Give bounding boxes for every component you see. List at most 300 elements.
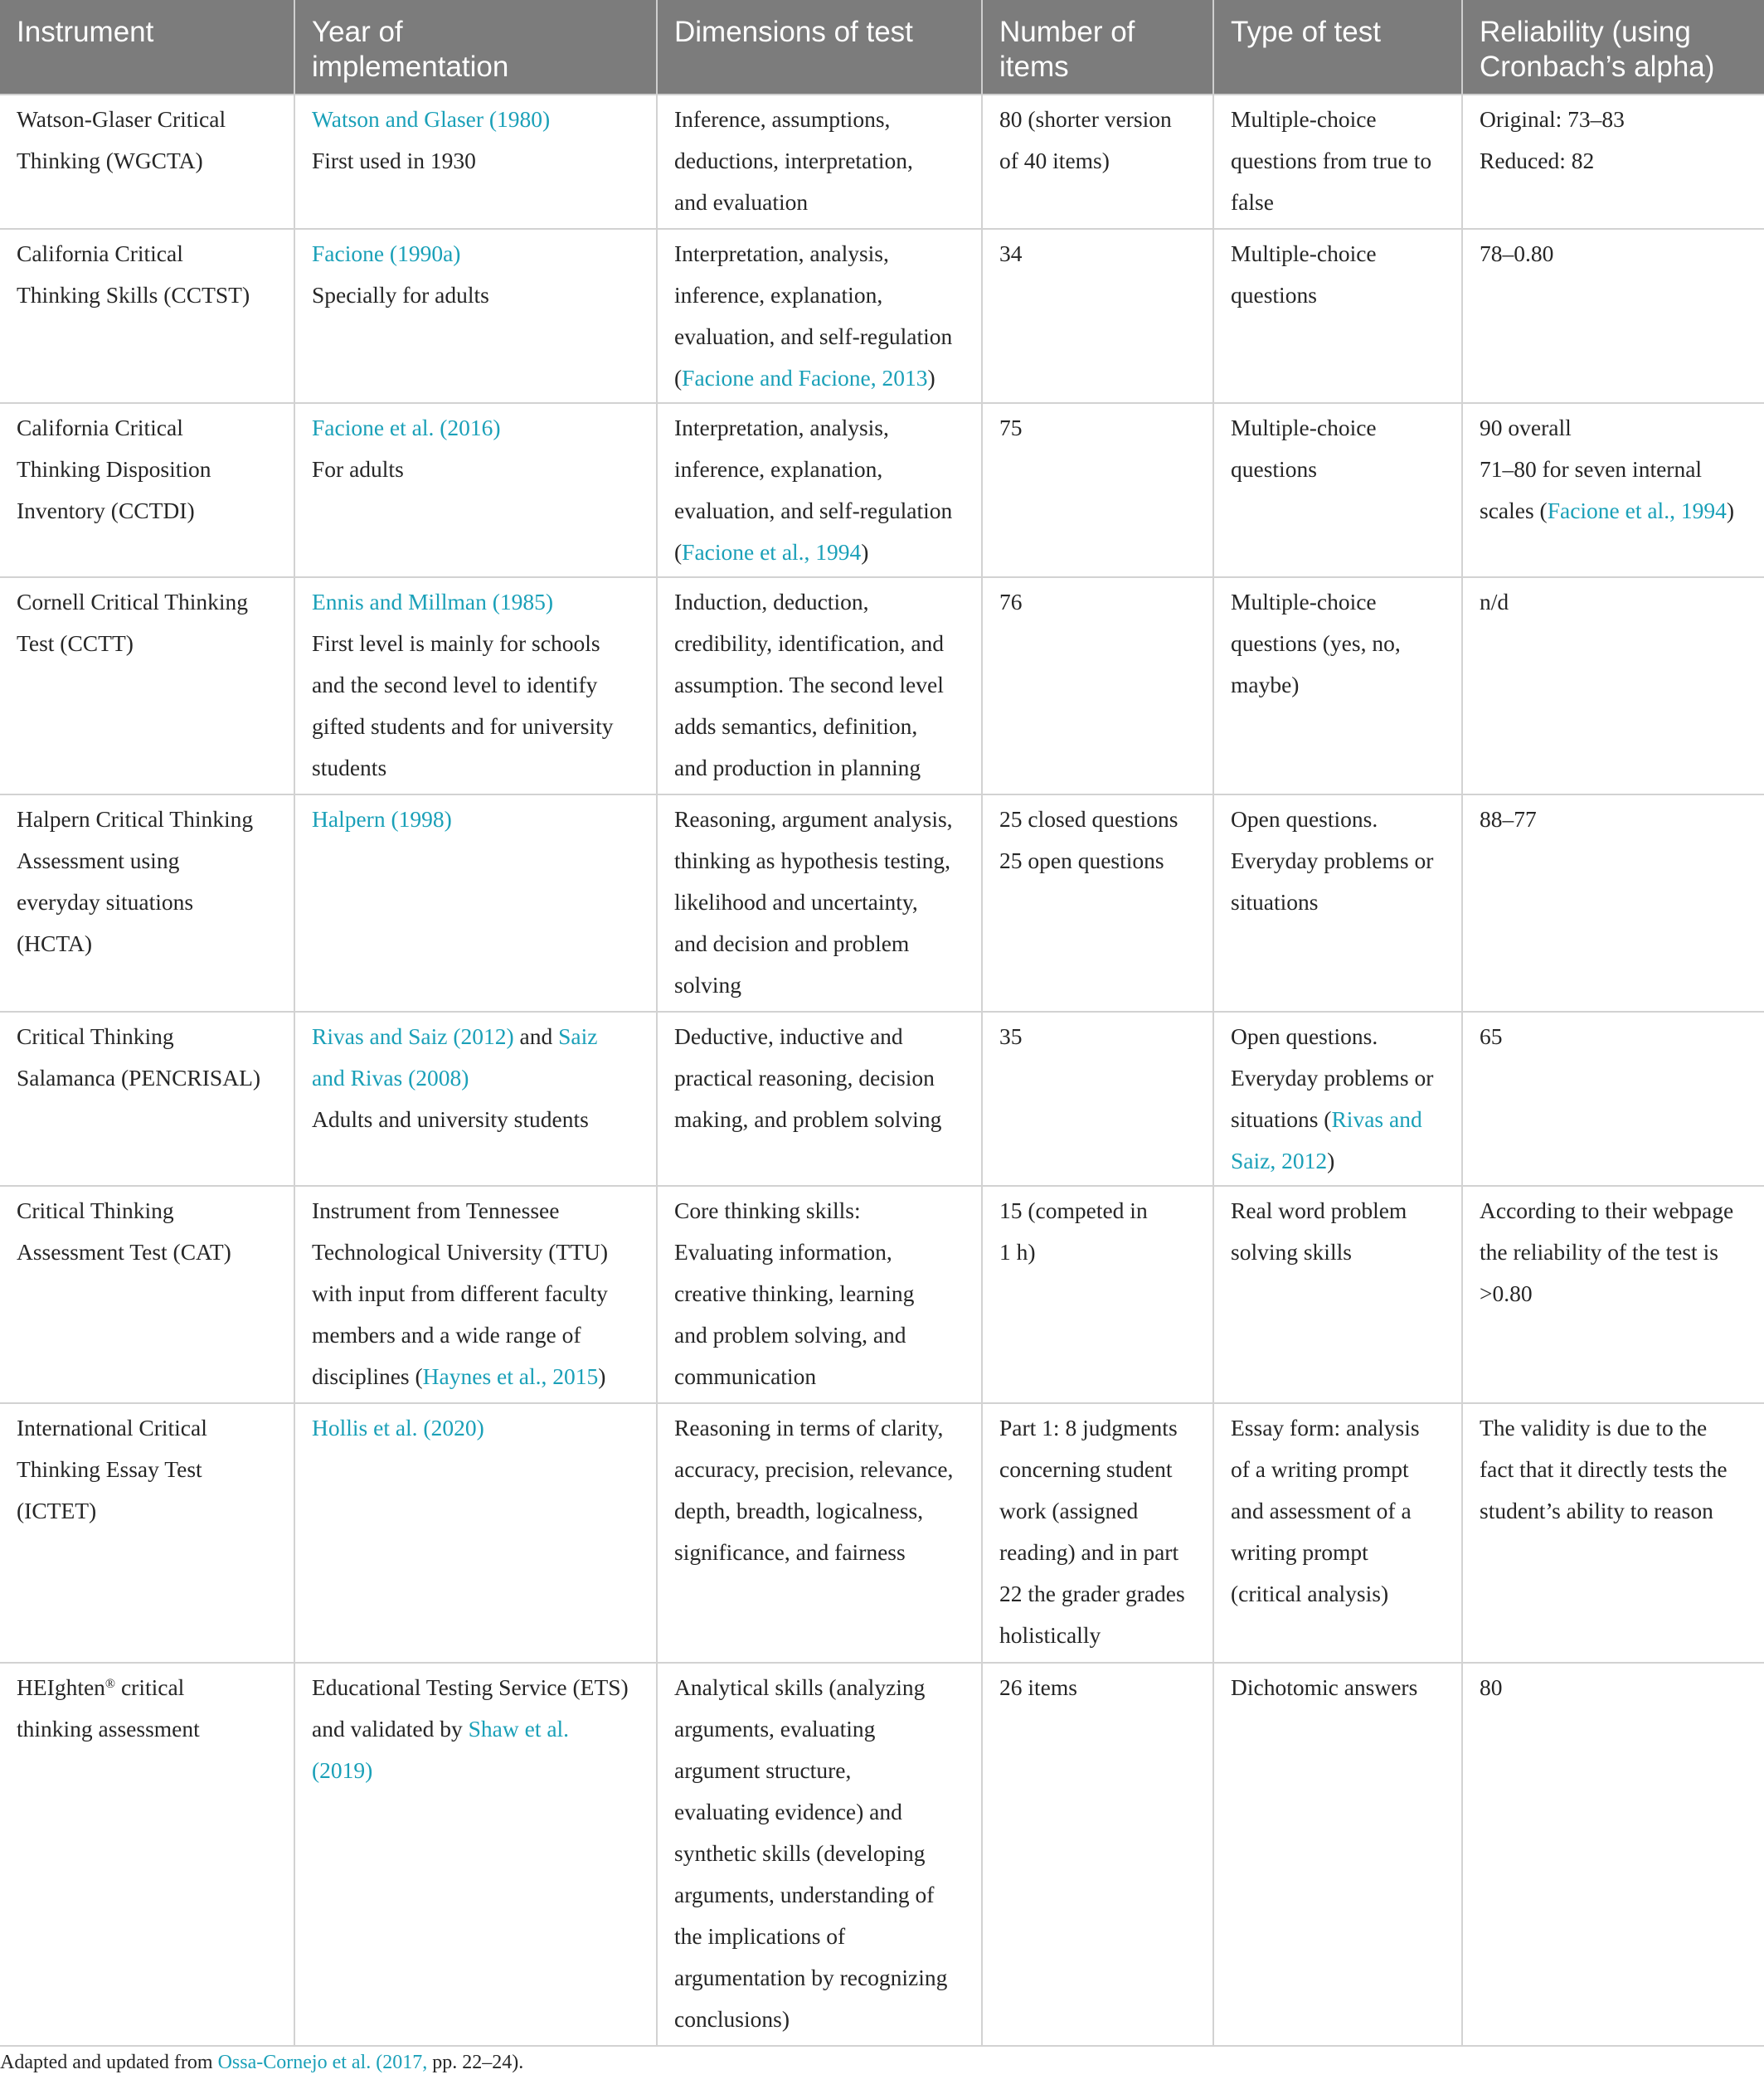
cell-line xyxy=(999,1190,1204,1232)
table-cell xyxy=(294,95,657,229)
cell-line xyxy=(999,407,1204,449)
cell-line xyxy=(674,182,973,223)
cell-text: practical reasoning, decision xyxy=(674,1065,935,1091)
cell-line xyxy=(17,490,285,532)
cell-text: Dichotomic answers xyxy=(1231,1674,1418,1700)
cell-line xyxy=(674,581,973,623)
cell-line xyxy=(999,140,1204,182)
cell-line xyxy=(17,840,285,882)
cell-text: 80 (shorter version xyxy=(999,106,1172,132)
cell-text: Multiple-choice xyxy=(1231,589,1377,615)
citation-link[interactable]: Halpern (1998) xyxy=(312,806,452,832)
cell-line xyxy=(1231,840,1453,882)
cell-line xyxy=(674,1874,973,1916)
cell-text: Reasoning in terms of clarity, xyxy=(674,1415,944,1440)
cell-text: Deductive, inductive and xyxy=(674,1023,903,1049)
citation-link[interactable]: Facione et al., 1994 xyxy=(1547,498,1727,523)
citation-link[interactable]: and Rivas (2008) xyxy=(312,1065,469,1091)
column-header xyxy=(1213,0,1462,95)
cell-text: (critical analysis) xyxy=(1231,1581,1389,1606)
cell-text: Test (CCTT) xyxy=(17,630,134,656)
cell-text: Thinking Essay Test xyxy=(17,1456,202,1482)
cell-text: evaluating evidence) and xyxy=(674,1799,902,1824)
cell-line xyxy=(999,1449,1204,1490)
citation-link[interactable]: Rivas and Saiz (2012) xyxy=(312,1023,514,1049)
table-cell xyxy=(1462,794,1764,1012)
table-cell xyxy=(1213,229,1462,403)
citation-link[interactable]: (2019) xyxy=(312,1757,373,1783)
cell-text: Open questions. xyxy=(1231,1023,1378,1049)
cell-text: argument structure, xyxy=(674,1757,852,1783)
table-cell xyxy=(0,229,294,403)
citation-link[interactable]: Facione et al. (2016) xyxy=(312,415,501,440)
cell-line xyxy=(999,1532,1204,1573)
citation-link[interactable]: Saiz xyxy=(558,1023,598,1049)
cell-text: members and a wide range of xyxy=(312,1322,581,1348)
table-cell xyxy=(294,1186,657,1403)
cell-line xyxy=(1231,1532,1453,1573)
table-cell xyxy=(1462,1663,1764,2046)
cell-line xyxy=(1231,1667,1453,1708)
column-header-line: Year of xyxy=(312,16,403,48)
cell-line xyxy=(674,882,973,923)
cell-text: making, and problem solving xyxy=(674,1106,942,1132)
cell-text: accuracy, precision, relevance, xyxy=(674,1456,954,1482)
cell-text: Analytical skills (analyzing xyxy=(674,1674,926,1700)
cell-line xyxy=(1480,1232,1756,1273)
cell-line xyxy=(1231,1190,1453,1232)
cell-line xyxy=(674,1356,973,1397)
table-cell xyxy=(0,1186,294,1403)
cell-text: concerning student xyxy=(999,1456,1173,1482)
cell-line xyxy=(17,1016,285,1057)
cell-line xyxy=(312,1407,648,1449)
cell-line xyxy=(1480,799,1756,840)
citation-link[interactable]: Rivas and xyxy=(1331,1106,1422,1132)
cell-line xyxy=(1231,182,1453,223)
table-cell xyxy=(982,1663,1213,2046)
cell-text: Technological University (TTU) xyxy=(312,1239,608,1265)
cell-text: ) xyxy=(861,539,869,565)
table-cell xyxy=(294,1403,657,1663)
cell-text: and problem solving, and xyxy=(674,1322,906,1348)
cell-line xyxy=(999,1232,1204,1273)
cell-line xyxy=(1231,274,1453,316)
citation-link[interactable]: Shaw et al. xyxy=(468,1716,570,1742)
cell-text: HEIghten xyxy=(17,1674,105,1700)
cell-line xyxy=(674,1667,973,1708)
table-cell xyxy=(657,577,982,794)
cell-line xyxy=(17,140,285,182)
cell-text: Interpretation, analysis, xyxy=(674,415,889,440)
cell-line xyxy=(674,1057,973,1099)
cell-text: 25 closed questions xyxy=(999,806,1178,832)
column-header-line: implementation xyxy=(312,51,509,83)
cell-line xyxy=(312,449,648,490)
cell-line xyxy=(1231,623,1453,664)
cell-line xyxy=(312,1708,648,1750)
cell-text: disciplines ( xyxy=(312,1363,423,1389)
cell-text: Multiple-choice xyxy=(1231,106,1377,132)
cell-text: ) xyxy=(927,365,935,391)
table-cell xyxy=(0,794,294,1012)
cell-line xyxy=(674,1273,973,1314)
cell-text: maybe) xyxy=(1231,672,1300,697)
cell-text: conclusions) xyxy=(674,2006,790,2032)
cell-text: 35 xyxy=(999,1023,1023,1049)
table-cell xyxy=(0,1663,294,2046)
cell-text: of 40 items) xyxy=(999,148,1110,173)
cell-text: Evaluating information, xyxy=(674,1239,892,1265)
cell-line xyxy=(312,1273,648,1314)
cell-text: and xyxy=(513,1023,559,1049)
cell-text: credibility, identification, and xyxy=(674,630,945,656)
cell-line xyxy=(17,1190,285,1232)
cell-text: depth, breadth, logicalness, xyxy=(674,1498,924,1523)
cell-text: Halpern Critical Thinking xyxy=(17,806,254,832)
cell-text: Cornell Critical Thinking xyxy=(17,589,249,615)
cell-line xyxy=(1231,1099,1453,1140)
table-cell xyxy=(657,794,982,1012)
table-cell xyxy=(1462,1012,1764,1186)
cell-text: holistically xyxy=(999,1622,1101,1648)
cell-text: First level is mainly for schools xyxy=(312,630,600,656)
table-cell xyxy=(1462,403,1764,577)
cell-text: solving xyxy=(674,972,741,998)
column-header-line: Reliability (using xyxy=(1480,16,1691,48)
cell-text: questions (yes, no, xyxy=(1231,630,1401,656)
cell-text: Real word problem xyxy=(1231,1198,1407,1223)
cell-text: 65 xyxy=(1480,1023,1503,1049)
cell-line xyxy=(312,1356,648,1397)
table-cell xyxy=(657,403,982,577)
cell-line xyxy=(1231,99,1453,140)
cell-line xyxy=(999,1615,1204,1656)
cell-line xyxy=(17,1708,285,1750)
cell-text: deductions, interpretation, xyxy=(674,148,913,173)
cell-line xyxy=(17,623,285,664)
table-row xyxy=(0,1186,1764,1403)
table-cell xyxy=(1213,794,1462,1012)
table-cell xyxy=(657,229,982,403)
cell-line xyxy=(999,1667,1204,1708)
cell-line xyxy=(17,1407,285,1449)
table-cell xyxy=(1213,1186,1462,1403)
cell-line xyxy=(999,1490,1204,1532)
cell-line xyxy=(1231,1057,1453,1099)
cell-line xyxy=(1480,1016,1756,1057)
cell-text: 75 xyxy=(999,415,1023,440)
cell-text: and validated by xyxy=(312,1716,469,1742)
cell-text: Critical Thinking xyxy=(17,1023,174,1049)
cell-line xyxy=(1480,233,1756,274)
cell-text: Thinking Skills (CCTST) xyxy=(17,282,250,308)
table-row xyxy=(0,1403,1764,1663)
cell-line xyxy=(1231,449,1453,490)
table-cell xyxy=(657,95,982,229)
cell-line xyxy=(674,1708,973,1750)
table-cell xyxy=(982,1403,1213,1663)
cell-text: Watson-Glaser Critical xyxy=(17,106,226,132)
citation-link[interactable]: Ossa-Cornejo et al. (2017, xyxy=(217,2052,428,2073)
cell-line xyxy=(674,1490,973,1532)
cell-text: 88–77 xyxy=(1480,806,1537,832)
cell-line xyxy=(674,532,973,573)
table-cell xyxy=(294,1663,657,2046)
cell-text: Thinking Disposition xyxy=(17,456,211,482)
column-header-line: items xyxy=(999,51,1069,83)
cell-line xyxy=(312,1099,648,1140)
cell-text: Assessment using xyxy=(17,848,180,873)
table-cell xyxy=(0,1012,294,1186)
cell-text: Part 1: 8 judgments xyxy=(999,1415,1178,1440)
cell-text: The validity is due to the xyxy=(1480,1415,1708,1440)
cell-line xyxy=(1480,1490,1756,1532)
cell-line xyxy=(674,1449,973,1490)
cell-line xyxy=(999,1016,1204,1057)
cell-text: Educational Testing Service (ETS) xyxy=(312,1674,629,1700)
table-cell xyxy=(982,229,1213,403)
table-cell xyxy=(1213,577,1462,794)
table-cell xyxy=(294,794,657,1012)
citation-link[interactable]: Saiz, 2012 xyxy=(1231,1148,1328,1173)
cell-line xyxy=(674,664,973,706)
cell-text: 71–80 for seven internal xyxy=(1480,456,1703,482)
cell-line xyxy=(17,274,285,316)
cell-line xyxy=(17,882,285,923)
cell-text: synthetic skills (developing xyxy=(674,1840,926,1866)
cell-text: evaluation, and self-regulation xyxy=(674,498,953,523)
cell-text: Specially for adults xyxy=(312,282,489,308)
table-cell xyxy=(294,229,657,403)
cell-text: assumption. The second level xyxy=(674,672,944,697)
cell-text: Induction, deduction, xyxy=(674,589,869,615)
cell-text: Inventory (CCTDI) xyxy=(17,498,195,523)
cell-line xyxy=(674,407,973,449)
cell-line xyxy=(674,99,973,140)
cell-line xyxy=(1480,99,1756,140)
cell-text: gifted students and for university xyxy=(312,713,614,739)
table-cell xyxy=(1462,229,1764,403)
cell-text: 80 xyxy=(1480,1674,1503,1700)
cell-line xyxy=(312,1750,648,1791)
cell-line xyxy=(312,1057,648,1099)
citation-link[interactable]: Hollis et al. (2020) xyxy=(312,1415,484,1440)
table-cell xyxy=(982,577,1213,794)
cell-line xyxy=(1231,1490,1453,1532)
cell-line xyxy=(1231,882,1453,923)
cell-text: 78–0.80 xyxy=(1480,240,1554,266)
citation-link[interactable]: Facione (1990a) xyxy=(312,240,461,266)
cell-text: situations xyxy=(1231,889,1319,915)
cell-line xyxy=(312,799,648,840)
cell-text: questions xyxy=(1231,456,1317,482)
cell-text: 22 the grader grades xyxy=(999,1581,1185,1606)
cell-line xyxy=(312,1016,648,1057)
table-cell xyxy=(0,95,294,229)
column-header xyxy=(294,0,657,95)
citation-link[interactable]: Watson and Glaser (1980) xyxy=(312,106,551,132)
cell-text: 34 xyxy=(999,240,1023,266)
cell-line xyxy=(312,99,648,140)
cell-text: Open questions. xyxy=(1231,806,1378,832)
cell-line xyxy=(1480,407,1756,449)
cell-text: thinking assessment xyxy=(17,1716,200,1742)
cell-line xyxy=(17,799,285,840)
cell-text: Adapted and updated from xyxy=(0,2052,218,2073)
cell-text: communication xyxy=(674,1363,817,1389)
table-row xyxy=(0,1663,1764,2046)
cell-line xyxy=(1231,1407,1453,1449)
cell-text: ( xyxy=(674,539,683,565)
cell-line xyxy=(674,1999,973,2040)
cell-text: (ICTET) xyxy=(17,1498,97,1523)
cell-line xyxy=(312,664,648,706)
cell-line xyxy=(312,581,648,623)
cell-line xyxy=(674,1532,973,1573)
cell-line xyxy=(1231,407,1453,449)
cell-line xyxy=(17,1449,285,1490)
cell-line xyxy=(1231,664,1453,706)
cell-line xyxy=(1231,581,1453,623)
cell-text: Inference, assumptions, xyxy=(674,106,891,132)
table-cell xyxy=(294,1012,657,1186)
cell-line xyxy=(1480,581,1756,623)
table-row xyxy=(0,577,1764,794)
citation-link[interactable]: Facione and Facione, 2013 xyxy=(682,365,928,391)
cell-text: California Critical xyxy=(17,415,183,440)
table-row xyxy=(0,794,1764,1012)
cell-line xyxy=(674,316,973,357)
column-header xyxy=(0,0,294,95)
cell-text: thinking as hypothesis testing, xyxy=(674,848,951,873)
table-cell xyxy=(1213,1403,1462,1663)
cell-line xyxy=(674,840,973,882)
cell-line xyxy=(1231,1016,1453,1057)
cell-line xyxy=(312,1667,648,1708)
table-cell xyxy=(982,403,1213,577)
table-cell xyxy=(657,1012,982,1186)
cell-text: 90 overall xyxy=(1480,415,1572,440)
table-cell xyxy=(1213,403,1462,577)
table-cell xyxy=(1462,1403,1764,1663)
cell-line xyxy=(312,623,648,664)
cell-line xyxy=(312,140,648,182)
cell-text: Core thinking skills: xyxy=(674,1198,861,1223)
cell-line xyxy=(1231,1140,1453,1182)
cell-line xyxy=(312,706,648,747)
citation-link[interactable]: Haynes et al., 2015 xyxy=(422,1363,599,1389)
header-row xyxy=(0,0,1764,95)
table-header xyxy=(0,0,1764,95)
cell-line xyxy=(674,1833,973,1874)
cell-text: critical xyxy=(115,1674,185,1700)
table-row xyxy=(0,229,1764,403)
cell-line xyxy=(1480,1407,1756,1449)
cell-text: everyday situations xyxy=(17,889,194,915)
cell-line xyxy=(674,799,973,840)
cell-line xyxy=(312,233,648,274)
cell-line xyxy=(674,1190,973,1232)
cell-line xyxy=(312,1314,648,1356)
cell-line xyxy=(17,449,285,490)
cell-line xyxy=(17,233,285,274)
cell-text: 25 open questions xyxy=(999,848,1164,873)
cell-text: n/d xyxy=(1480,589,1509,615)
table-cell xyxy=(657,1403,982,1663)
cell-line xyxy=(17,99,285,140)
table-cell xyxy=(982,1186,1213,1403)
cell-text: argumentation by recognizing xyxy=(674,1965,948,1990)
cell-text: significance, and fairness xyxy=(674,1539,906,1565)
cell-text: likelihood and uncertainty, xyxy=(674,889,918,915)
cell-text: Multiple-choice xyxy=(1231,415,1377,440)
cell-text: work (assigned xyxy=(999,1498,1139,1523)
cell-line xyxy=(674,140,973,182)
cell-line xyxy=(674,357,973,399)
cell-text: Assessment Test (CAT) xyxy=(17,1239,231,1265)
cell-line xyxy=(674,1916,973,1957)
table-body xyxy=(0,95,1764,2046)
table-cell xyxy=(657,1186,982,1403)
cell-line xyxy=(674,490,973,532)
cell-line xyxy=(674,747,973,789)
cell-text: Adults and university students xyxy=(312,1106,589,1132)
citation-link[interactable]: Ennis and Millman (1985) xyxy=(312,589,554,615)
cell-line xyxy=(312,1190,648,1232)
cell-text: For adults xyxy=(312,456,404,482)
table-cell xyxy=(1462,95,1764,229)
cell-text: inference, explanation, xyxy=(674,456,883,482)
cell-text: adds semantics, definition, xyxy=(674,713,918,739)
cell-line xyxy=(674,1314,973,1356)
table-cell xyxy=(0,1403,294,1663)
cell-line xyxy=(674,1407,973,1449)
table-cell xyxy=(294,403,657,577)
cell-text: questions xyxy=(1231,282,1317,308)
cell-line xyxy=(1231,1449,1453,1490)
cell-text: 26 items xyxy=(999,1674,1077,1700)
cell-line xyxy=(17,581,285,623)
citation-link[interactable]: Facione et al., 1994 xyxy=(682,539,862,565)
cell-text: the reliability of the test is xyxy=(1480,1239,1718,1265)
cell-text: the implications of xyxy=(674,1923,846,1949)
cell-text: ) xyxy=(1327,1148,1335,1173)
cell-line xyxy=(1480,449,1756,490)
cell-text: scales ( xyxy=(1480,498,1548,523)
cell-text: Reduced: 82 xyxy=(1480,148,1595,173)
cell-line xyxy=(1480,140,1756,182)
cell-line xyxy=(674,449,973,490)
cell-text: Salamanca (PENCRISAL) xyxy=(17,1065,261,1091)
cell-text: Reasoning, argument analysis, xyxy=(674,806,953,832)
cell-line xyxy=(674,964,973,1006)
cell-line xyxy=(999,1573,1204,1615)
cell-text: and assessment of a xyxy=(1231,1498,1412,1523)
cell-text: Everyday problems or xyxy=(1231,1065,1434,1091)
cell-text: 1 h) xyxy=(999,1239,1036,1265)
column-header xyxy=(1462,0,1764,95)
cell-line xyxy=(1231,1232,1453,1273)
column-header-line: Instrument xyxy=(17,16,154,48)
cell-text: students xyxy=(312,755,387,780)
cell-text: >0.80 xyxy=(1480,1280,1533,1306)
cell-text: Original: 73–83 xyxy=(1480,106,1625,132)
cell-text: solving skills xyxy=(1231,1239,1352,1265)
cell-text: Critical Thinking xyxy=(17,1198,174,1223)
column-header xyxy=(657,0,982,95)
cell-text: According to their webpage xyxy=(1480,1198,1734,1223)
